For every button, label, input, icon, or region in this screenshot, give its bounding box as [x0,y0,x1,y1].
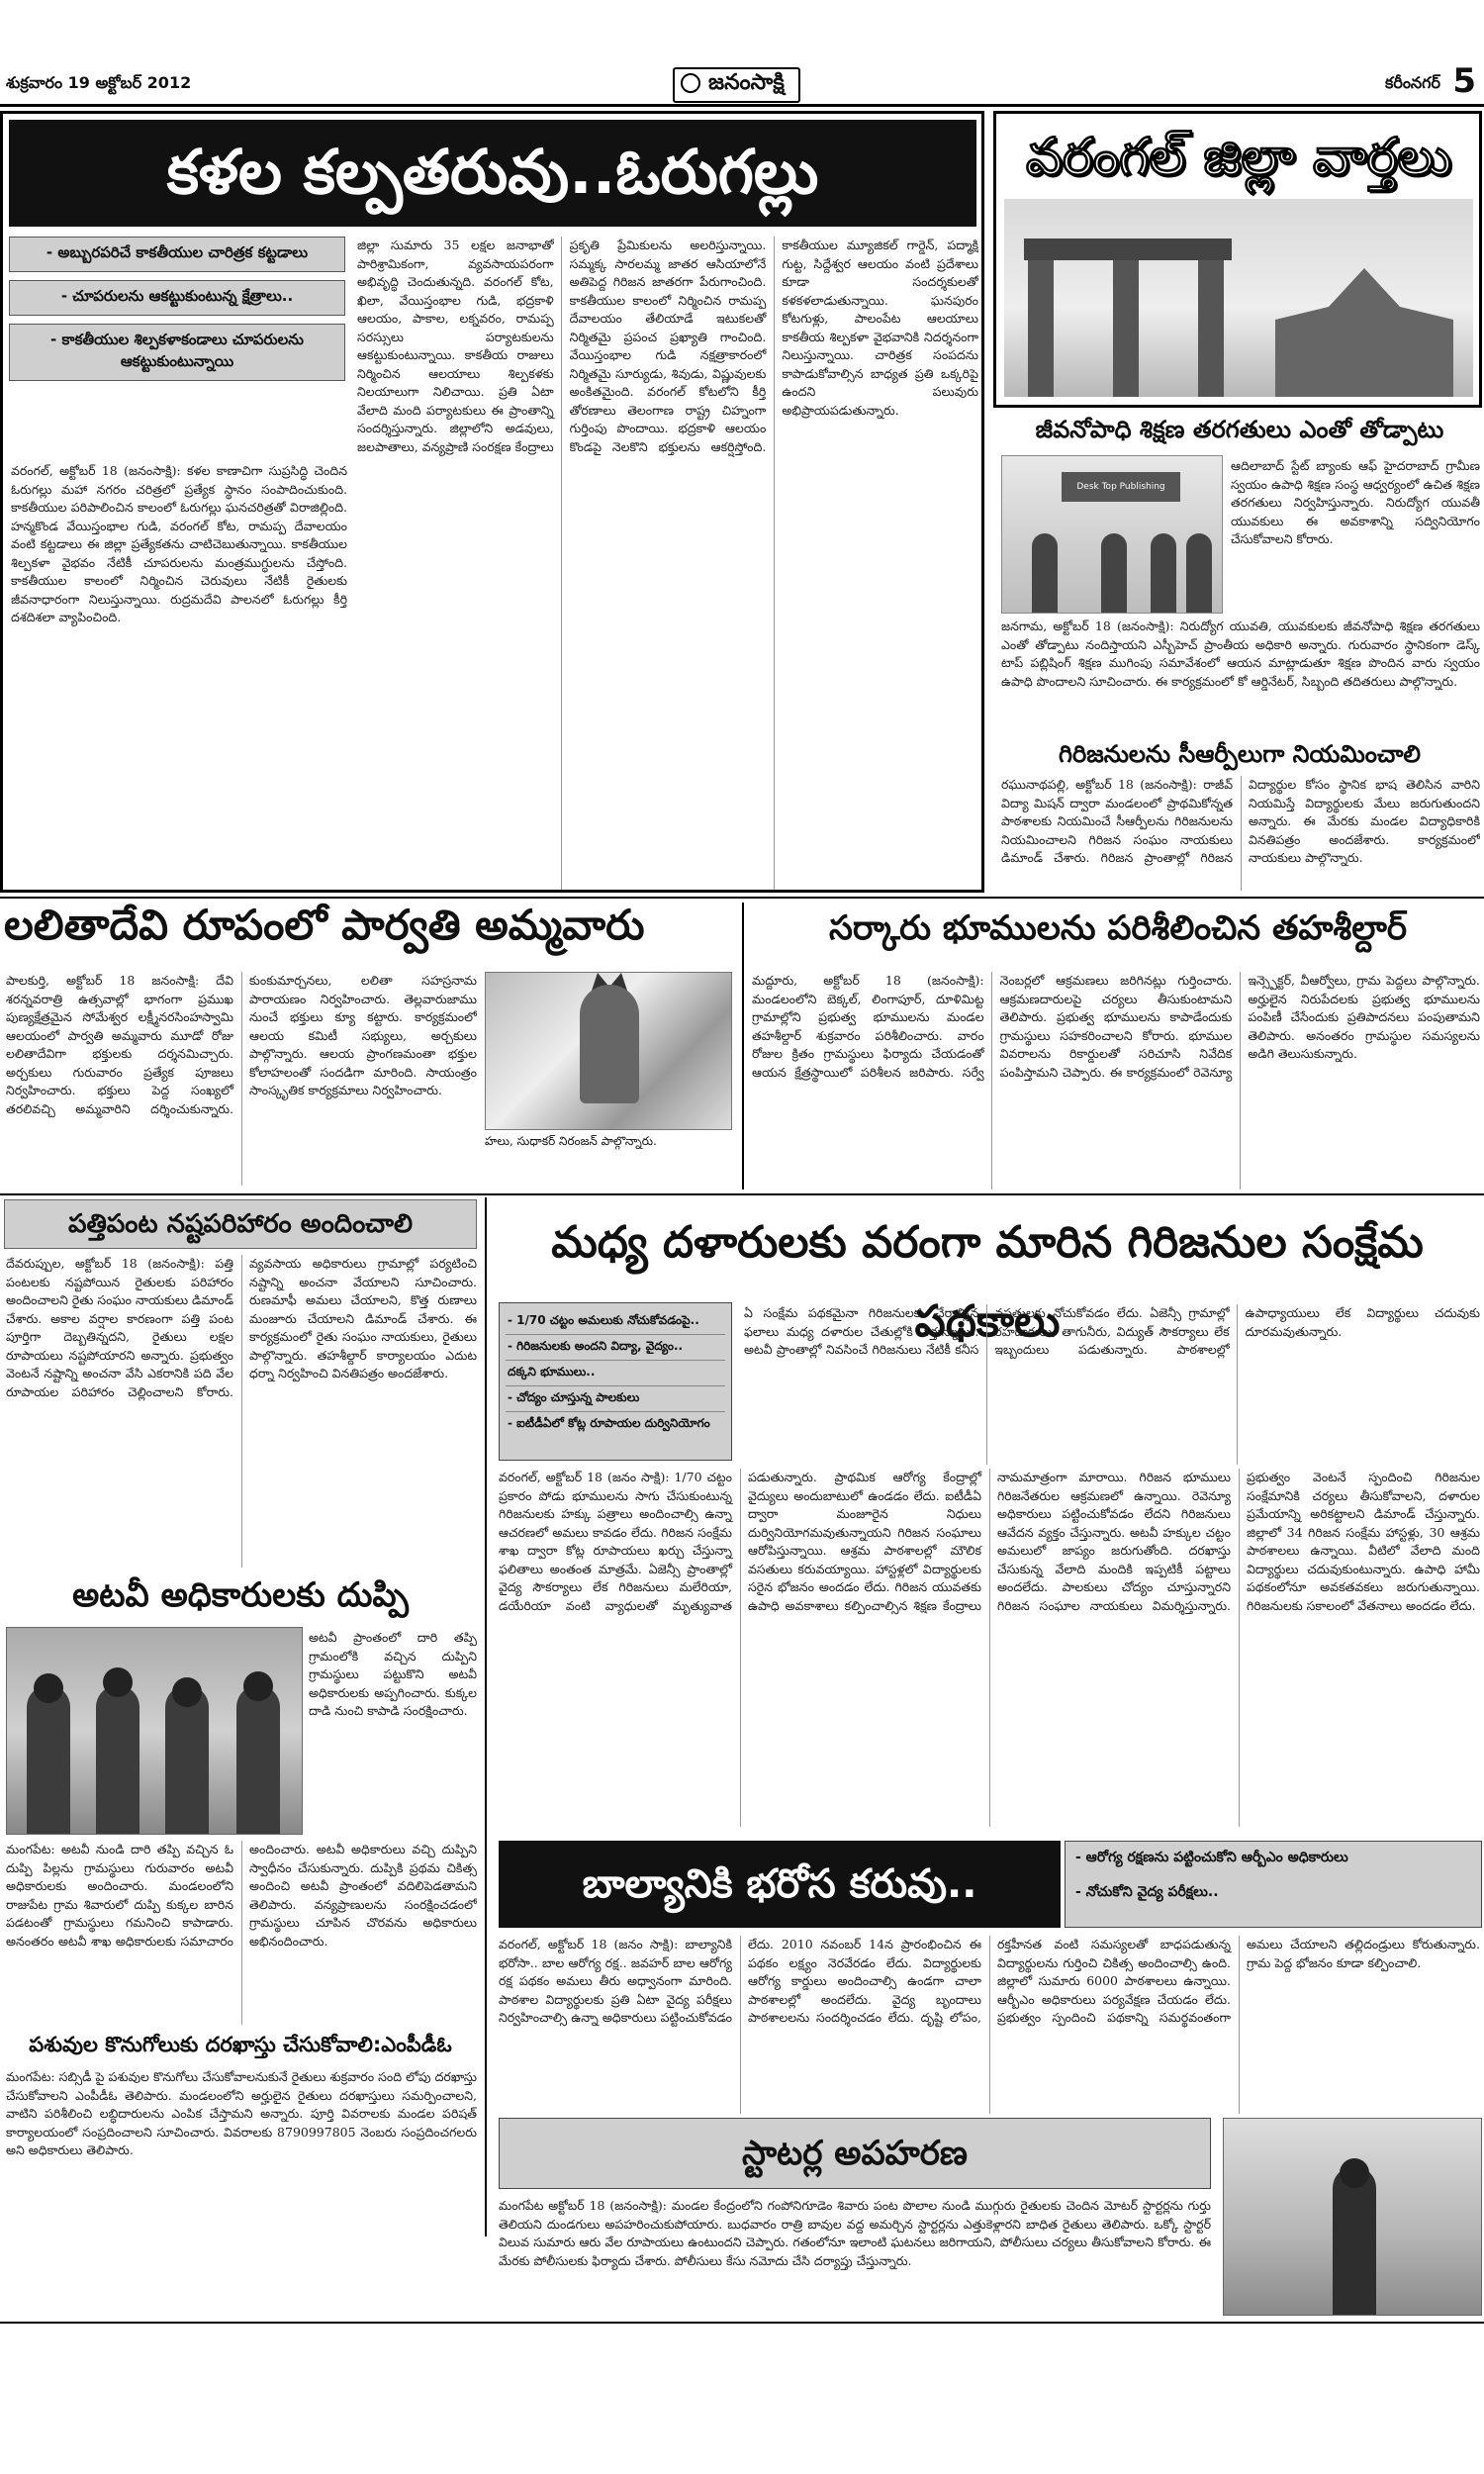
feature-bullet: - కాకతీయుల శిల్పకళాకండాలు చూపరులను ఆకట్టుకుంటున్నాయి [9,324,345,381]
headline-madhya-dalarulu: మధ్య దళారులకు వరంగా మారిన గిరిజనుల సంక్షేమ పథకాలు [551,1217,1424,1347]
feature-lead-text: వరంగల్, అక్టోబర్ 18 (జనంసాక్షి): కళల కాణాచిగా సుప్రసిద్ధి చెందిన ఓరుగల్లు మహా నగరం చరిత్రలో ప్రత్యేక స్థానం సంపాదించుకుంది. కాకతీయుల పరిపాలించిన కాలంలో ఓరుగల్లు ఘనచరిత్రతో విరాజిల్లింది. హన్మకొండ వేయిస్తంభాల గుడి, వరంగల్ కోట, రామప్ప దేవాలయం వంటి కట్టడాలు ఈ జిల్లా ప్రత్యేకతను చాటిచెబుతున్నాయి. కాకతీయుల శిల్పకళా వైభవం నేటికీ చూపరులను మంత్రముగ్ధులను చేస్తోంది. కాకతీయుల కాలంలో నిర్మించిన చెరువులు నేటికీ రైతులకు జీవనాధారంగా నిలుస్తున్నాయి. రుద్రమదేవి పాలనలో ఓరుగల్లు కీర్తి దశదిశలా వ్యాపించింది. [11,463,347,624]
feature-body-text: జిల్లా సుమారు 35 లక్షల జనాభాతో పారిశ్రామికంగా, వ్యవసాయపరంగా అభివృద్ధి చెందుతున్నది. వరంగల్ కోట, ఖిలా, వేయిస్తంభాల గుడి, భద్రకాళి ఆలయం, పాకాల, లక్నవరం, రామప్ప సరస్సులు పర్యాటకులను ఆకట్టుకుంటున్నాయి. కాకతీయ రాజులు నిర్మించిన ఆలయాలు శిల్పకళకు నిలయాలుగా నిలిచాయి. ప్రతి ఏటా వేలాది మంది పర్యాటకులు ఈ ప్రాంతాన్ని సందర్శిస్తున్నారు. జిల్లాలోని అడవులు, జలపాతాలు, వన్యప్రాణి సంరక్షణ కేంద్రాలు ప్రకృతి ప్రేమికులను అలరిస్తున్నాయి. సమ్మక్క సారలమ్మ జాతర ఆసియాలోనే అతిపెద్ద గిరిజన జాతరగా పేరుగాంచింది. కాకతీయుల కాలంలో నిర్మించిన రామప్ప దేవాలయం తేలియాడే ఇటుకలతో నిర్మితమై ప్రపంచ ప్రఖ్యాతి గాంచింది. వేయిస్తంభాల గుడి నక్షత్రాకారంలో నిర్మితమై సూర్యుడు, శివుడు, విష్ణువులకు అంకితమైంది. వరంగల్ కోటలోని కీర్తి తోరణాలు తెలంగాణ రాష్ట్ర చిహ్నంగా గుర్తింపు పొందాయి. భద్రకాళి ఆలయం కొండపై నెలకొని భక్తులను ఆకర్షిస్తోంది. కాకతీయుల మ్యూజికల్ గార్డెన్, పద్మాక్షి గుట్ట, సిద్దేశ్వర ఆలయం వంటి ప్రదేశాలు కూడా సందర్శకులతో కళకళలాడుతున్నాయి. ఘనపురం కోటగుళ్లు, పాలంపేట ఆలయాలు కాకతీయ శిల్పకళా వైభవానికి నిదర్శనంగా నిలుస్తున్నాయి. చారిత్రక సంపదను కాపాడుకోవాల్సిన బాధ్యత ప్రతి ఒక్కరిపై ఉందని పలువురు అభిప్రాయపడుతున్నారు. [357,238,978,454]
person-figure [1032,533,1058,613]
district-news-banner [993,111,1482,408]
patti-panta-body: దేవరుప్పుల, అక్టోబర్ 18 (జనంసాక్షి): పత్తి పంటలకు నష్టపోయిన రైతులకు పరిహారం అందించాలని రైతు సంఘం నాయకులు డిమాండ్ చేశారు. అకాల వర్షాల కారణంగా పత్తి పంట పూర్తిగా దెబ్బతిన్నదని, రైతులు లక్షల రూపాయలు నష్టపోయారని అన్నారు. ప్రభుత్వం వెంటనే నష్టాన్ని అంచనా వేసి ఎకరానికి పది వేల రూపాయల పరిహారం చెల్లించాలని కోరారు. వ్యవసాయ అధికారులు గ్రామాల్లో పర్యటించి నష్టాన్ని అంచనా వేయాలని సూచించారు. రుణమాఫీ అమలు చేయాలని, కొత్త రుణాలు మంజూరు చేయాలని డిమాండ్ చేశారు. ఈ కార్యక్రమంలో రైతు సంఘం నాయకులు, రైతులు పాల్గొన్నారు. తహశీల్దార్ కార్యాలయం ఎదుట ధర్నా నిర్వహించి వినతిపత్రం అందజేశారు. [6,1256,477,1399]
person-figure [1151,533,1176,613]
feature-bullets [9,237,345,389]
masthead [0,59,1484,107]
sarkaru-bhoomulu-body: మద్దూరు, అక్టోబర్ 18 (జనంసాక్షి): మండలంలోని బెక్కల్, లింగాపూర్, దూళిమిట్ట గ్రామాల్లోని ప్రభుత్వ భూములను మండల తహశీల్దార్ శుక్రవారం పరిశీలించారు. వారం రోజుల క్రితం గ్రామస్థులు ఫిర్యాదు చేయడంతో ఆయన క్షేత్రస్థాయిలో పరిశీలన జరిపారు. సర్వే నెంబర్లలో ఆక్రమణలు జరిగినట్లు గుర్తించారు. ఆక్రమణదారులపై చర్యలు తీసుకుంటామని తెలిపారు. ప్రభుత్వ భూములను కాపాడేందుకు గ్రామస్థులు సహకరించాలని కోరారు. భూముల వివరాలను రికార్డులతో సరిచూసి నివేదిక పంపిస్తామని చెప్పారు. ఈ కార్యక్రమంలో రెవెన్యూ ఇన్స్పెక్టర్, వీఆర్వోలు, గ్రామ పెద్దలు పాల్గొన్నారు. అర్హులైన నిరుపేదలకు ప్రభుత్వ భూములను పంపిణీ చేసేందుకు ప్రతిపాదనలు పంపుతామని తెలిపారు. అనంతరం గ్రామస్థుల సమస్యలను అడిగి తెలుసుకున్నారు. [752,973,1480,1080]
headline-girijana-crp: గిరిజనులను సీఆర్పీలుగా నియమించాలి [1058,740,1422,768]
feature-bullet: - చూపరులను ఆకట్టుకుంటున్న క్షేత్రాలు.. [9,280,345,316]
person-figure [1186,533,1212,613]
headline-pashuvula: పశువుల కొనుగోలుకు దరఖాస్తు చేసుకోవాలి:ఎంపీడీఓ [29,2033,452,2056]
page-bottom-rule [0,2322,1484,2324]
balyam-subheads [1065,1841,1482,1928]
person-head [103,1667,133,1697]
goddess-photo [485,972,732,1130]
headline-atavi-adhikarulu: అటవీ అధికారులకు దుప్పి [72,1575,409,1615]
person-figure [1333,2166,1376,2315]
arch-pillar [1113,248,1139,397]
farmer-photo [1223,2118,1482,2316]
logo-emblem-icon [681,73,700,93]
person-figure [165,1685,209,1834]
goddess-figure [580,985,639,1103]
madhya-bullet: - 1/70 చట్టం అమలుకు నోచుకోవడంపై.. [506,1309,725,1335]
madhya-bullet: దక్కని భూములు.. [506,1361,725,1386]
section-divider [0,1193,1484,1195]
atavi-body: మంగపేట: అటవీ నుండి దారి తప్పి వచ్చిన ఓ దుప్పి పిల్లను గ్రామస్థులు గురువారం అటవీ అధికారులకు అందించారు. మండలంలోని రాజుపేట గ్రామ శివారులో దుప్పి కుక్కల బారిన పడటంతో గ్రామస్థులు గమనించి కాపాడారు. అనంతరం అటవీ శాఖ అధికారులకు సమాచారం అందించారు. అటవీ అధికారులు వచ్చి దుప్పిని స్వాధీనం చేసుకున్నారు. దుప్పికి ప్రథమ చికిత్స అందించి అటవీ ప్రాంతంలో వదిలిపెడతామని తెలిపారు. వన్యప్రాణులను సంరక్షించడంలో గ్రామస్థులు చూపిన చొరవను అధికారులు అభినందించారు. [6,1842,477,1949]
temple-silhouette [1275,268,1453,397]
madhya-bullet: - గిరిజనులకు అందని విద్యా, వైద్యం.. [506,1335,725,1361]
feature-bullet: - అబ్బురపరిచే కాకతీయుల చారిత్రక కట్టడాలు [9,237,345,272]
lalithadevi-body: పాలకుర్తి, అక్టోబర్ 18 జనంసాక్షి: దేవి శరన్నవరాత్రి ఉత్సవాల్లో భాగంగా ప్రముఖ పుణ్యక్షేత్రమైన సోమేశ్వర లక్ష్మీనరసింహస్వామి ఆలయంలో పార్వతి అమ్మవారు మూడో రోజు లలితాదేవిగా భక్తులకు దర్శనమిచ్చారు. అర్చకులు గురువారం ప్రత్యేక పూజలు నిర్వహించారు. భక్తులు పెద్ద సంఖ్యలో తరలివచ్చి అమ్మవారిని దర్శించుకున్నారు. కుంకుమార్చనలు, లలితా సహస్రనామ పారాయణం నిర్వహించారు. తెల్లవారుజాము నుంచే భక్తులు క్యూ కట్టారు. కార్యక్రమంలో ఆలయ కమిటీ సభ్యులు, అర్చకులు పాల్గొన్నారు. ఆలయ ప్రాంగణమంతా భక్తుల కోలాహలంతో సందడిగా మారింది. సాయంత్రం సాంస్కృతిక కార్యక్రమాలు నిర్వహించారు. [6,973,477,1116]
madhya-bullet: - చోద్యం చూస్తున్న పాలకులు [506,1386,725,1412]
starter-theft-body: మంగపేట అక్టోబర్ 18 (జనంసాక్షి): మండల కేంద్రంలోని గంపోనిగూడెం శివారు పంట పొలాల నుండి ముగ్గురు రైతులకు చెందిన మోటర్ స్టార్టర్లను గుర్తు తెలియని దుండగులు అపహరించుకుపోయారు. బుధవారం రాత్రి బావుల వద్ద అమర్చిన స్టార్టర్లను ఎత్తుకెళ్లారని బాధిత రైతులు తెలిపారు. ఒక్కో స్టార్టర్ విలువ సుమారు ఆరు వేల రూపాయలు ఉంటుందని చెప్పారు. గతంలోనూ ఇలాంటి ఘటనలు జరిగాయని, పోలీసులు చర్యలు తీసుకోవాలని కోరారు. ఈ మేరకు పోలీసులకు ఫిర్యాదు చేశారు. పోలీసులు కేసు నమోదు చేసి దర్యాప్తు చేస్తున్నారు. [499,2198,1211,2268]
headline-lalithadevi: లలితాదేవి రూపంలో పార్వతి అమ్మవారు [4,901,645,949]
forest-officials-photo [6,1627,303,1835]
person-figure [236,1685,280,1834]
jeevanopadhi-body-text: జనగామ, అక్టోబర్ 18 (జనంసాక్షి): నిరుద్యోగ యువతి, యువకులకు జీవనోపాధి శిక్షణ తరగతులు ఎంతో తోడ్పాటు నందిస్తాయని ఎస్బీహెచ్ ప్రాంతీయ అధికారి అన్నారు. గురువారం స్థానికంగా డెస్క్ టాప్ పబ్లిషింగ్ శిక్షణ ముగింపు సమావేశంలో ఆయన మాట్లాడుతూ శిక్షణ పొందిన వారు స్వయం ఉపాధి పొందాలని సూచించారు. ఈ కార్యక్రమంలో కో ఆర్డినేటర్, సిబ్బంది తదితరులు పాల్గొన్నారు. [1001,618,1480,689]
person-figure [96,1685,139,1834]
headline-balyam: బాల్యానికి భరోస కరువు.. [499,1841,1061,1928]
issue-date: శుక్రవారం 19 అక్టోబర్ 2012 [6,73,192,92]
person-head [243,1671,273,1701]
page-number: 5 [1452,61,1476,101]
madhya-bullet: - ఐటీడీఏలో కోట్ల రూపాయల దుర్వినియోగం [508,1416,710,1430]
person-head [172,1677,202,1707]
headline-sarkaru-bhoomulu: సర్కారు భూములను పరిశీలించిన తహశీల్దార్ [828,908,1408,948]
district-news-title: వరంగల్ జిల్లా వార్తలు [1025,128,1452,187]
balyam-body: వరంగల్, అక్టోబర్ 18 (జనం సాక్షి): బాల్యానికి భరోసా.. బాల ఆరోగ్య రక్ష.. జవహర్ బాల ఆరోగ్య రక్ష పథకం అమలు తీరు అధ్వానంగా మారింది. పాఠశాల విద్యార్థులకు ప్రతి ఏటా వైద్య పరీక్షలు నిర్వహించాల్సి ఉన్నా అధికారులు పట్టించుకోవడం లేదు. 2010 నవంబర్ 14న ప్రారంభించిన ఈ పథకం లక్ష్యం నెరవేరడం లేదు. విద్యార్థులకు ఆరోగ్య కార్డులు అందించాల్సి ఉండగా చాలా పాఠశాలల్లో అందలేదు. వైద్య బృందాలు పాఠశాలలను సందర్శించడం లేదు. దృష్టి లోపం, రక్తహీనత వంటి సమస్యలతో బాధపడుతున్న విద్యార్థులను గుర్తించి చికిత్స అందించాల్సి ఉంది. జిల్లాలో సుమారు 6000 పాఠశాలలు ఉన్నాయి. ఆర్బీఎం అధికారులు పర్యవేక్షణ చేయడం లేదు. ప్రభుత్వం స్పందించి పథకాన్ని సమర్థవంతంగా అమలు చేయాలని తల్లిదండ్రులు కోరుతున్నారు. గ్రామ పెద్ద భోజనం కూడా కల్పించాలి. [499,1937,1480,2025]
person-head [34,1673,63,1703]
jeevanopadhi-side-text: ఆదిలాబాద్ స్టేట్ బ్యాంకు ఆఫ్ హైదరాబాద్ గ్రామీణ స్వయం ఉపాధి శిక్షణ సంస్థ ఆధ్వర్యంలో ఉచిత శిక్షణ తరగతులు నిర్వహిస్తున్నారు. నిరుద్యోగ యువతీ యువకులు ఈ అవకాశాన్ని సద్వినియోగం చేసుకోవాలని కోరారు. [1231,458,1480,546]
feature-headline: కళల కల్పతరువు..ఓరుగల్లు [9,120,976,227]
goddess-photo-caption: హలు, సుధాకర్ నిరంజన్ పాల్గొన్నారు. [485,1134,657,1148]
girijana-crp-body: రఘునాథపల్లి, అక్టోబర్ 18 (జనంసాక్షి): రాజీవ్ విద్యా మిషన్ ద్వారా మండలంలో ప్రాథమికోన్నత పాఠశాలకు నియమించే సీఆర్పీలను గిరిజనులను నియమించాలని గిరిజన సంఘం నాయకులు డిమాండ్ చేశారు. గిరిజన ప్రాంతాల్లో గిరిజన విద్యార్థుల కోసం స్థానిక భాష తెలిసిన వారిని నియమిస్తే విద్యార్థులకు మేలు జరుగుతుందని అన్నారు. ఈ మేరకు మండల విద్యాధికారికి వినతిపత్రం అందజేశారు. కార్యక్రమంలో నాయకులు పాల్గొన్నారు. [1001,777,1480,865]
arch-pillar [1198,248,1224,397]
pashuvula-body: మంగపేట: సబ్సిడీ పై పశువుల కొనుగోలు చేసుకోవాలనుకునే రైతులు శుక్రవారం సంది లోపు దరఖాస్తు చేసుకోవాలని ఎంపీడీఓ తెలిపారు. మండలంలోని అర్హులైన రైతులు దరఖాస్తులు సమర్పించాలని, వాటిని పరిశీలించి లబ్ధిదారులను ఎంపిక చేస్తామని అన్నారు. పూర్తి వివరాలకు మండల పరిషత్ కార్యాలయంలో సంప్రదించాలని సూచించారు. వివరాలకు 8790997805 నెంబరు సంప్రదించగలరు అని అధికారులు తెలిపారు. [6,2069,477,2157]
madhya-bullets [499,1302,732,1461]
madhya-lead-text: ఏ సంక్షేమ పథకమైనా గిరిజనులకు చేరాల్సిన ఫలాలు మధ్య దళారుల చేతుల్లోకి వెళ్తున్నాయి. అటవీ ప్రాంతాల్లో నివసించే గిరిజనులు నేటికీ కనీస వసతులకు నోచుకోవడం లేదు. ఏజెన్సీ గ్రామాల్లో రహదారులు, తాగునీరు, విద్యుత్ సౌకర్యాలు లేక ఇబ్బందులు పడుతున్నారు. పాఠశాలల్లో ఉపాధ్యాయులు లేక విద్యార్థులు చదువుకు దూరమవుతున్నారు. [744,1305,1480,1357]
feature-article [0,111,984,893]
training-photo [1001,455,1223,614]
person-head [1340,2158,1369,2188]
section-divider [0,897,1484,899]
edition-city: కరీంనగర్ [1384,73,1440,92]
person-figure [1101,533,1127,613]
arch-pillar [1028,248,1054,397]
column-divider [742,903,744,1189]
balyam-subhead: - ఆరోగ్య రక్షణను పట్టించుకోని ఆర్బీఎం అధికారులు [1075,1850,1348,1865]
kakatiya-arch-photo [1004,199,1473,397]
atavi-side-text: అటవీ ప్రాంతంలో దారి తప్పి గ్రామంలోకి వచ్చిన దుప్పిని గ్రామస్థులు పట్టుకొని అటవీ అధికారులకు అప్పగించారు. కుక్కల దాడి నుంచి కాపాడి సంరక్షించారు. [309,1630,477,1718]
column-divider [485,1197,487,2236]
balyam-subhead: - నోచుకోని వైద్య పరీక్షలు.. [1075,1884,1219,1900]
person-figure [27,1685,70,1834]
arch-lintel [1024,238,1232,260]
madhya-body-text: వరంగల్, అక్టోబర్ 18 (జనం సాక్షి): 1/70 చట్టం ప్రకారం పోడు భూములను సాగు చేసుకుంటున్న గిరిజనులకు హక్కు పత్రాలు అందించాల్సి ఉన్నా ఆచరణలో అమలు కావడం లేదు. గిరిజన సంక్షేమ శాఖ ద్వారా కోట్ల రూపాయలు ఖర్చు చేస్తున్నా ఫలితాలు అంతంత మాత్రమే. ఏజెన్సీ ప్రాంతాల్లో వైద్య సౌకర్యాలు లేక గిరిజనులు మలేరియా, డయేరియా వంటి వ్యాధులతో మృత్యువాత పడుతున్నారు. ప్రాథమిక ఆరోగ్య కేంద్రాల్లో వైద్యులు అందుబాటులో ఉండడం లేదు. ఐటీడీఏ ద్వారా మంజూరైన నిధులు దుర్వినియోగమవుతున్నాయని గిరిజన సంఘాలు ఆరోపిస్తున్నాయి. ఆశ్రమ పాఠశాలల్లో మౌలిక వసతులు కరువయ్యాయి. హాస్టళ్లలో విద్యార్థులకు సరైన భోజనం అందడం లేదు. గిరిజన యువతకు ఉపాధి అవకాశాలు కల్పించాల్సిన శిక్షణ కేంద్రాలు నామమాత్రంగా మారాయి. గిరిజన భూములు గిరిజనేతరుల ఆక్రమణలో ఉన్నాయి. రెవెన్యూ అధికారులు పట్టించుకోవడం లేదని గిరిజనులు ఆవేదన వ్యక్తం చేస్తున్నారు. అటవీ హక్కుల చట్టం అమలులో జాప్యం జరుగుతోంది. దరఖాస్తు చేసుకున్న వేలాది మందికి ఇప్పటికీ పట్టాలు అందలేదు. పాలకులు చోద్యం చూస్తున్నారని గిరిజన సంఘాల నాయకులు విమర్శిస్తున్నారు. ప్రభుత్వం వెంటనే స్పందించి గిరిజనుల సంక్షేమానికి చర్యలు తీసుకోవాలని, దళారుల ప్రమేయాన్ని అరికట్టాలని డిమాండ్ చేస్తున్నారు. జిల్లాలో 34 గిరిజన సంక్షేమ హాస్టళ్లు, 30 ఆశ్రమ పాఠశాలలు ఉన్నాయి. వీటిలో వేలాది మంది విద్యార్థులు చదువుకుంటున్నారు. ఉపాధి హామీ పథకంలోనూ అవకతవకలు జరుగుతున్నాయి. గిరిజనులకు సకాలంలో వేతనాలు అందడం లేదు. [499,1470,1480,1613]
headline-patti-panta: పత్తిపంట నష్టపరిహారం అందించాలి [4,1199,477,1249]
headline-starter-theft: స్టాటర్ల అపహరణ [499,2118,1211,2189]
training-banner: Desk Top Publishing [1062,472,1180,502]
logo-text: జనంసాక్షి [708,70,785,95]
newspaper-logo [673,67,800,103]
headline-jeevanopadhi: జీవనోపాధి శిక్షణ తరగతులు ఎంతో తోడ్పాటు [1035,416,1444,443]
